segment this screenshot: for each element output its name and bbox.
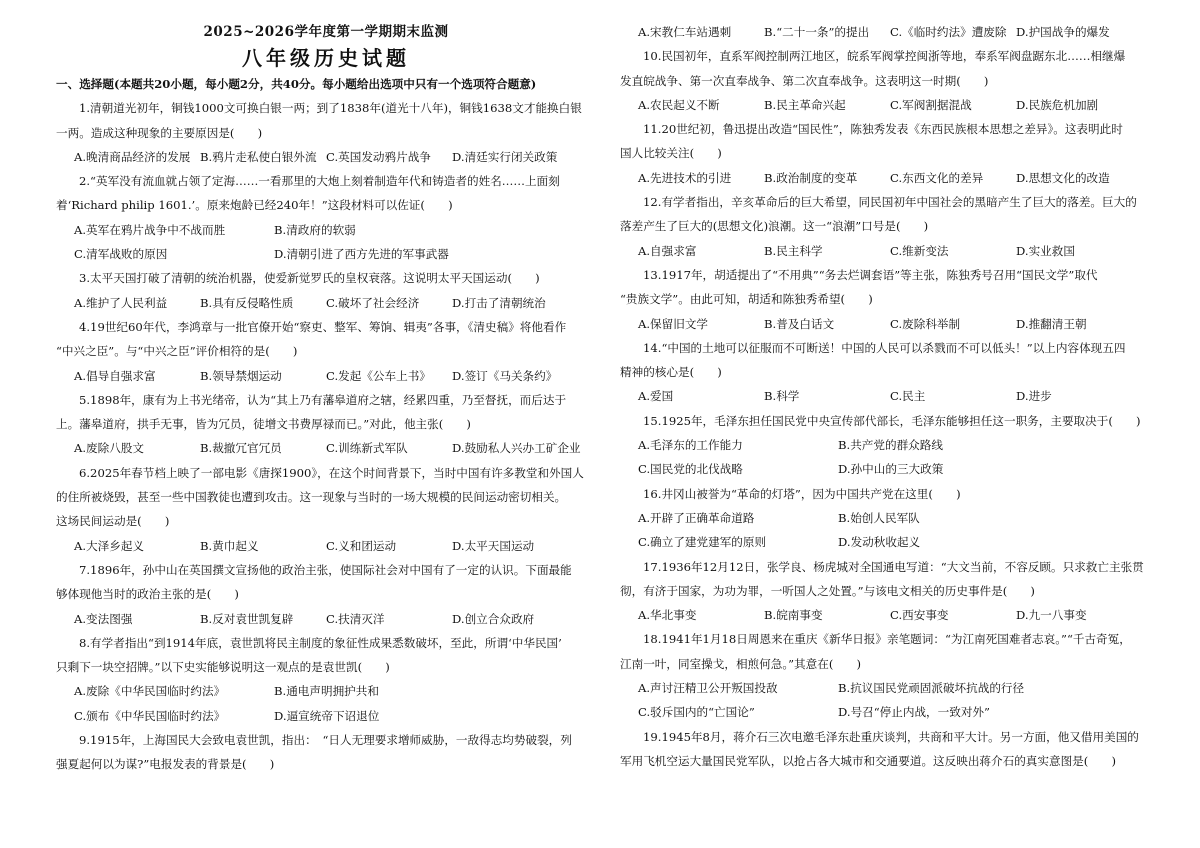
answer-options [56,607,596,631]
question-stem: 7.1896年，孙中山在英国撰文宣扬他的政治主张，使国际社会对中国有了一定的认识。下面最能 [79,562,572,577]
answer-option: A.废除八股文 [74,441,145,456]
answer-options [620,166,1160,190]
answer-option: A.农民起义不断 [638,97,720,112]
question-text: 军用飞机空运大量国民党军队，以抢占各大城市和交通要道。这反映出蒋介石的真实意图是( ) [620,753,1116,768]
question-stem: 11.20世纪初，鲁迅提出改造“国民性”，陈独秀发表《东西民族根本思想之差异》。这表明此时 [643,122,1123,137]
answer-option: C.民主 [890,389,926,404]
answer-option: C.扶清灭洋 [326,611,385,626]
answer-option: B.反对袁世凯复辟 [200,611,294,626]
question-text: 的住所被烧毁，甚至一些中国教徒也遭到攻击。这一现象与当时的一场大规模的民间运动密切相关。 [56,490,567,505]
answer-option: B.裁撤冗官冗员 [200,441,282,456]
section-heading: 一、选择题(本题共20小题，每小题2分，共40分。每小题给出选项中只有一个选项符合题意) [56,77,537,91]
question-text: 只剩下一块空招牌。”以下史实能够说明这一观点的是袁世凯( ) [56,660,390,675]
answer-options [56,704,596,728]
answer-option: B.民主科学 [764,243,823,258]
answer-option: C.废除科举制 [890,316,961,331]
answer-options [620,530,1160,554]
answer-option: B.通电声明拥护共和 [274,684,379,699]
question-text: 彻，有济于国家，为功为罪，一听国人之处置。”与该电文相关的历史事件是( ) [620,583,1035,598]
answer-option: B.共产党的群众路线 [838,438,943,453]
answer-option: C.《临时约法》遭废除 [890,25,1007,39]
answer-option: C.军阀割据混战 [890,97,972,112]
answer-option: B.领导禁烟运动 [200,368,282,383]
question-stem: 3.太平天国打破了清朝的统治机器，使爱新觉罗氏的皇权衰落。这说明太平天国运动( ) [79,271,540,286]
answer-option: C.清军战败的原因 [74,247,168,262]
answer-options [620,700,1160,724]
question-text: “中兴之臣”。与“中兴之臣”评价相符的是( ) [56,344,298,359]
left-column [56,20,596,777]
question-text: 精神的核心是( ) [620,365,722,380]
question-stem: 5.1898年，康有为上书光绪帝，认为“其上乃有藩皋道府之辖，经累四重，乃至督抚，而后达于 [79,392,567,407]
answer-options [620,603,1160,627]
answer-option: B.政治制度的变革 [764,170,858,185]
answer-option: B.具有反侵略性质 [200,295,294,310]
answer-option: A.宋教仁车站遇刺 [638,25,732,39]
question-text: 一两。造成这种现象的主要原因是( ) [56,125,263,140]
answer-option: B.“二十一条”的提出 [764,25,870,39]
right-column [620,20,1160,773]
answer-option: A.维护了人民利益 [74,295,168,310]
answer-option: C.维新变法 [890,243,949,258]
question-stem: 12.有学者指出，辛亥革命后的巨大希望，同民国初年中国社会的黑暗产生了巨大的落差。巨大的 [643,195,1137,210]
question-stem: 2.“英军没有流血就占领了定海……一看那里的大炮上刻着制造年代和铸造者的姓名……上面刻 [79,174,560,189]
subject-title: 八年级历史试题 [242,46,410,70]
exam-title: 2025~2026学年度第一学期期末监测 [203,24,449,40]
answer-option: D.思想文化的改造 [1016,170,1110,185]
answer-option: B.普及白话文 [764,316,835,331]
answer-options [56,436,596,460]
answer-option: D.护国战争的爆发 [1016,25,1110,39]
answer-option: D.清朝引进了西方先进的军事武器 [274,247,449,262]
answer-option: D.发动秋收起义 [838,535,921,550]
answer-option: D.进步 [1016,389,1052,404]
answer-option: B.皖南事变 [764,608,823,623]
answer-option: A.华北事变 [638,608,697,623]
question-stem: 4.19世纪60年代，李鸿章与一批官僚开始“察吏、整军、筹饷、辑夷”各事，《清史稿》将他看作 [79,319,567,334]
answer-option: B.始创人民军队 [838,510,920,525]
answer-options [56,679,596,703]
answer-option: C.西安事变 [890,608,949,623]
answer-option: A.变法图强 [74,611,133,626]
answer-option: C.确立了建党建军的原则 [638,535,767,550]
answer-option: C.发起《公车上书》 [326,368,431,383]
answer-option: A.开辟了正确革命道路 [638,510,755,525]
answer-option: C.颁布《中华民国临时约法》 [74,708,226,723]
answer-option: D.太平天国运动 [452,538,535,553]
answer-option: A.废除《中华民国临时约法》 [74,684,226,699]
answer-option: C.国民党的北伐战略 [638,462,743,477]
question-text: 够体现他当时的政治主张的是( ) [56,587,239,602]
answer-option: D.逼宣统帝下诏退位 [274,708,380,723]
answer-option: A.大泽乡起义 [74,538,145,553]
question-text: 强夏起何以为谋?”电报发表的背景是( ) [56,757,275,772]
answer-option: B.科学 [764,389,800,404]
question-stem: 19.1945年8月，蒋介石三次电邀毛泽东赴重庆谈判，共商和平大计。另一方面，他又借用美国的 [643,729,1139,744]
question-text: 上。藩皋道府，拱手无事，皆为冗员，徒增文书费厚禄而已。”对此，他主张( ) [56,417,471,432]
answer-options [620,93,1160,117]
answer-option: B.抗议国民党顽固派破坏抗战的行径 [838,681,1025,696]
answer-option: C.东西文化的差异 [890,170,984,185]
answer-options [620,676,1160,700]
question-text: 落差产生了巨大的(思想文化)浪潮。这一“浪潮”口号是( ) [620,219,929,234]
answer-options [620,239,1160,263]
answer-option: D.创立合众政府 [452,611,535,626]
answer-option: C.驳斥国内的“亡国论” [638,705,755,720]
question-stem: 14.“中国的土地可以征服而不可断送！中国的人民可以杀戮而不可以低头！”以上内容体现五四 [643,340,1126,355]
answer-option: A.爱国 [638,389,674,404]
answer-option: D.号召“停止内战，一致对外” [838,705,990,720]
question-stem: 10.民国初年，直系军阀控制两江地区，皖系军阀掌控闽浙等地，奉系军阀盘踞东北……相继爆 [643,49,1126,64]
answer-options [56,218,596,242]
question-stem: 16.井冈山被誉为“革命的灯塔”，因为中国共产党在这里( ) [643,486,961,501]
answer-options [56,242,596,266]
answer-option: A.英军在鸦片战争中不战而胜 [74,222,226,237]
question-stem: 18.1941年1月18日周恩来在重庆《新华日报》亲笔题词：“为江南死国难者志哀。”“千古奇冤， [643,632,1131,647]
answer-option: B.民主革命兴起 [764,97,846,112]
answer-option: D.打击了清朝统治 [452,295,546,310]
question-stem: 17.1936年12月12日，张学良、杨虎城对全国通电写道：“大文当前，不容反顾。只求救亡主张贯 [643,559,1144,574]
answer-option: D.推翻清王朝 [1016,316,1087,331]
answer-option: C.义和团运动 [326,538,397,553]
question-text: “贵族文学”。由此可知，胡适和陈独秀希望( ) [620,292,873,307]
answer-option: A.保留旧文学 [638,316,709,331]
answer-option: B.清政府的软弱 [274,222,356,237]
answer-option: D.实业救国 [1016,243,1075,258]
question-text: 这场民间运动是( ) [56,514,170,529]
answer-option: C.破坏了社会经济 [326,295,420,310]
question-text: 江南一叶，同室操戈，相煎何急。”其意在( ) [620,656,862,671]
answer-options [620,433,1160,457]
question-text: 着‘Richard philip 1601.’。原来炮龄已经240年！”这段材料可以佐证( ) [56,198,453,213]
question-stem: 8.有学者指出“到1914年底，袁世凯将民主制度的象征性成果悉数破坏，至此，所谓‘中华民国’ [79,635,562,650]
answer-option: D.签订《马关条约》 [452,368,558,383]
answer-option: D.九一八事变 [1016,608,1087,623]
answer-option: D.鼓励私人兴办工矿企业 [452,441,581,456]
answer-option: D.孙中山的三大政策 [838,462,944,477]
question-text: 国人比较关注( ) [620,146,722,161]
answer-options [56,364,596,388]
answer-options [56,534,596,558]
question-stem: 15.1925年，毛泽东担任国民党中央宣传部代部长，毛泽东能够担任这一职务，主要取决于( ) [643,413,1141,428]
answer-options [620,20,1160,44]
answer-option: A.声讨汪精卫公开叛国投敌 [638,681,778,696]
answer-option: A.倡导自强求富 [74,368,156,383]
answer-option: A.先进技术的引进 [638,170,732,185]
answer-option: A.晚清商品经济的发展 [74,149,191,164]
answer-options [620,457,1160,481]
question-text: 发直皖战争、第一次直奉战争、第二次直奉战争。这表明这一时期( ) [620,73,989,88]
question-stem: 13.1917年，胡适提出了“不用典”“务去烂调套语”等主张，陈独秀号召用“国民文学”取代 [643,267,1098,282]
question-stem: 1.清朝道光初年，铜钱1000文可换白银一两；到了1838年(道光十八年)，铜钱1638文才能换白银 [79,101,582,116]
answer-option: A.自强求富 [638,243,697,258]
answer-options [56,145,596,169]
answer-options [56,291,596,315]
answer-option: C.训练新式军队 [326,441,408,456]
answer-option: B.黄巾起义 [200,538,259,553]
question-stem: 9.1915年，上海国民大会致电袁世凯，指出： “日人无理要求增师威胁，一敌得志均势破裂，列 [79,733,572,748]
answer-option: A.毛泽东的工作能力 [638,438,743,453]
answer-option: D.清廷实行闭关政策 [452,149,558,164]
answer-options [620,384,1160,408]
answer-option: B.鸦片走私使白银外流 [200,149,317,164]
answer-option: D.民族危机加剧 [1016,97,1099,112]
answer-options [620,312,1160,336]
answer-options [620,506,1160,530]
question-stem: 6.2025年春节档上映了一部电影《唐探1900》，在这个时间背景下，当时中国有许多教堂和外国人 [79,465,584,480]
answer-option: C.英国发动鸦片战争 [326,149,431,164]
